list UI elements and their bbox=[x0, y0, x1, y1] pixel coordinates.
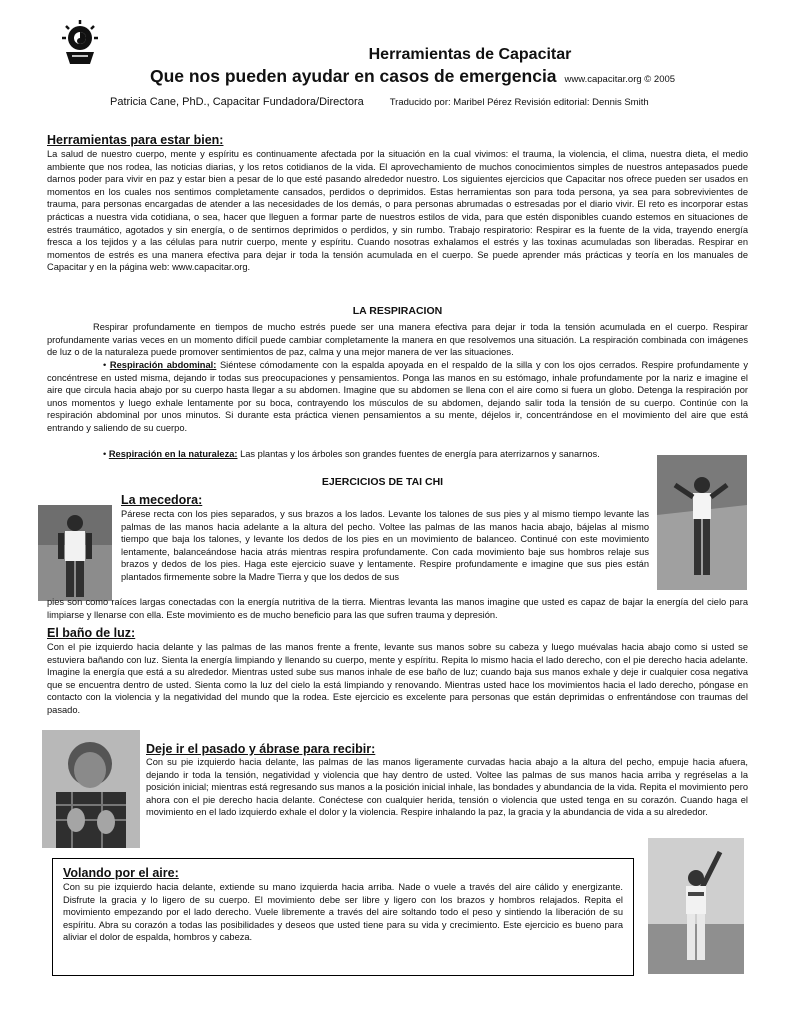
nature-breathing: • Respiración en la naturaleza: Las plantas y los árboles son grandes fuentes de energía para aterrizarnos y sanarnos. bbox=[103, 449, 600, 459]
abdominal-breathing: • Respiración abdominal: Siéntese cómodamente con la espalda apoyada en el respaldo de la silla y con los ojos cerrados. Respire profundamente y concéntrese en usted misma, dejando ir todas sus preocupaciones y pensamientos. Ponga las manos en su estómago, inhale profundamente por la nariz e imagine el aire que circula hacia abajo por su cuerpo hasta llegar a su abdomen. Imagine que su abdomen se llena con el aire como si fuera un globo. Detenga la respiración por unos momentos y luego exhale lentamente por su boca, contrayendo los músculos de su abdomen, dejando salir toda la tensión de su cuerpo. Continúe con la respiración abdominal por unos minutos. Si durante esta práctica vienen pensamientos a su mente, déjelos ir, concentrándose en el movimiento del aire que está entrando y saliendo de su cuerpo. bbox=[47, 360, 748, 433]
page-subtitle bbox=[150, 66, 675, 87]
website-copyright: www.capacitar.org © 2005 bbox=[564, 74, 676, 85]
translation-credit: Traducido por: Maribel Pérez Revisión editorial: Dennis Smith bbox=[389, 97, 649, 108]
rocking-text-a: Párese recta con los pies separados, y sus brazos a los lados. Levante los talones de sus pies y al mismo tiempo levante las palmas de las manos hacia adelante a la altura del pecho. Voltee las palmas de las manos hacia abajo, bájelas al mismo tiempo que baja los talones, y levante los dedos de los pies en un movimiento de balanceo. Continué con este movimiento lentamente, balanceándose hacia atrás mientras respira profundamente. Con cada movimiento baje sus hombros relaje sus brazos y dedos de los pies. Haga este ejercicio suave y lentamente. Respire profundamente e imagine que sus pies están plantados firmemente sobre la Madre Tierra y que los dedos de sus bbox=[121, 509, 649, 582]
wellbeing-body: La salud de nuestro cuerpo, mente y espíritu es continuamente afectada por la situación en la cual vivimos: el trauma, la violencia, el clima, nuestra dieta, el medio ambiente que nos rodea, las noticias diarias, y los retos cotidianos de la vida. El aprovechamiento de muchos conocimientos simples de nuestros antepasados puede darnos poder para vivir en paz y estar bien a pesar de lo que esté pasando alrededor nuestro. Los siguientes ejercicios que Capacitar nos ofrece pueden ser usados en momentos en los cuales nos sentimos completamente cansados, perdidos o deprimidos. Estas herramientas son para toda persona, ya sea para sobrevivientes de trauma, para personas encargadas de atender a las necesidades de los demás, o para personas abrumadas o estresadas por el diario vivir. El reto es incorporar estas prácticas a nuestra vida cotidiana, o sea, hacer que lleguen a formar parte de nuestros estilos de vida, para que estén disponibles cuando estemos en situaciones de estrés traumático, agotados y sin energía, o de sentirnos deprimidos o perdidos, y sin rumbo. Trabajo respiratorio: Respirar es la fuente de la vida, trayendo energía fresca a los tejidos y a las células para nutrir cuerpo, mente y espíritu. Cuando nosotras exhalamos el estrés y las toxinas acumuladas son liberadas. Respirar en momentos de estrés es una manera efectiva para dejar ir toda la tensión acumulada en el cuerpo. Se puede aprender más prácticas y teoría en los manuales de Capacitar y en la página web: www.capacitar.org. bbox=[47, 149, 748, 273]
page-title: Herramientas de Capacitar bbox=[368, 46, 572, 63]
author-line bbox=[110, 96, 649, 108]
photo-boy-hands bbox=[42, 730, 140, 848]
abdominal-label: Respiración abdominal: bbox=[109, 360, 217, 370]
subtitle-text: Que nos pueden ayudar en casos de emergencia bbox=[150, 66, 557, 86]
let-go-heading: Deje ir el pasado y ábrase para recibir: bbox=[146, 742, 376, 756]
photo-boy-arm-raised bbox=[648, 838, 744, 974]
let-go-text: Con su pie izquierdo hacia delante, las palmas de las manos ligeramente curvadas hacia abajo a la altura del pecho, empuje hacia afuera, dejando ir toda la tensión, negatividad y violencia que hay dentro de usted. Voltee las palmas de sus manos hacia arriba y regréselas a la posición inicial; mientras está regresando sus manos a la posición inicial inhale, las bondades y abundancia de la vida. Repita el movimiento pero ahora con el pie derecho hacia delante. Conéctese con cualquier herida, tensión o violencia que usted tenga en su corazón. Cuando haga el movimiento en el lado izquierdo exhale el dolor y la violencia. Respire inhalando la paz, la gracia y la abundancia de vida a su alrededor. bbox=[146, 757, 748, 818]
abdominal-text: Siéntese cómodamente con la espalda apoyada en el respaldo de la silla y con los ojos cerrados. Respire profundamente y concéntrese en usted misma, dejando ir todas sus preocupaciones y pensamientos. Ponga las manos en su estómago, inhale profundamente por la nariz e imagine el aire que circula hacia abajo por su cuerpo hasta llegar a su abdomen. Imagine que su abdomen se llena con el aire como si fuera un globo. Detenga la respiración por unos momentos y luego exhale lentamente por su boca, contrayendo los músculos de su abdomen, dejando salir toda la tensión de su cuerpo. Continúe con la respiración abdominal por unos minutos. Si durante esta práctica vienen pensamientos a su mente, déjelos ir, concentrándose en el movimiento del aire que está entrando y saliendo de su cuerpo. bbox=[47, 360, 748, 433]
light-bath-text: Con el pie izquierdo hacia delante y las palmas de las manos frente a frente, levante sus manos sobre su cabeza y luego muévalas hacia abajo como si usted se estuviera bañando con luz. Sienta la energía limpiando y llenando su cuerpo, mente y espíritu. Repita lo mismo hacia el lado derecho, con el pie derecho hacia adelante. Imagine la energía que está a su alrededor. Mientras usted sube sus manos inhale de ese baño de luz; cuando baja sus manos exhale y deje ir cualquier cosa negativa que se encuentra dentro de usted. Sienta como la luz del cielo la está limpiando y renovando. Mientras usted hace los movimientos hacia el lado derecho, póngase en contacto con la violencia y la negatividad del mundo que la rodea. Este ejercicio es excelente para personas que están deprimidas o enfrentándose con traumas del pasado. bbox=[47, 642, 748, 715]
photo-man-standing bbox=[38, 505, 112, 601]
nature-label: Respiración en la naturaleza: bbox=[108, 449, 238, 459]
photo-child-outdoors bbox=[657, 455, 747, 590]
flying-heading: Volando por el aire: bbox=[63, 866, 179, 880]
flying-exercise-box bbox=[52, 858, 634, 976]
wellbeing-heading: Herramientas para estar bien: bbox=[47, 133, 224, 147]
author: Patricia Cane, PhD., Capacitar Fundadora/Directora bbox=[110, 96, 364, 108]
nature-text: Las plantas y los árboles son grandes fuentes de energía para aterrizarnos y sanarnos. bbox=[240, 449, 600, 459]
taichi-heading: EJERCICIOS DE TAI CHI bbox=[321, 476, 444, 488]
light-bath-heading: El baño de luz: bbox=[47, 626, 136, 640]
breathing-heading: LA RESPIRACION bbox=[352, 305, 443, 317]
rocking-text-b: pies son como raíces largas conectadas con la energía nutritiva de la tierra. Mientras levanta las manos imagine que usted es capaz de bajar la energía del cielo para limpiarse y llenarse con ella. Este movimiento es de mucho beneficio para las que sufren trauma y depresión. bbox=[47, 597, 748, 620]
flying-text: Con su pie izquierdo hacia delante, extiende su mano izquierda hacia arriba. Nade o vuele a través del aire cálido y energizante. Disfrute la gracia y lo ligero de su cuerpo. El movimiento debe ser libre y ligero con los brazos y hombros relajados. Repita el movimiento empezando por el lado derecho. Vuele libremente a través del aire soltando todo el peso y sintiendo la liberación de su espíritu. Abra su corazón a todas las posibilidades y deseos que usted tiene para su vida y crecimiento. Este ejercicio es bueno para aliviar el dolor de espalda, hombros y cabeza. bbox=[63, 882, 623, 943]
capacitar-logo-icon bbox=[60, 18, 100, 66]
rocking-heading: La mecedora: bbox=[121, 493, 203, 507]
breathing-intro: Respirar profundamente en tiempos de mucho estrés puede ser una manera efectiva para dejar ir toda la tensión acumulada en el cuerpo. Respirar profundamente varias veces en un momento difícil puede cambiar completamente la manera en que resolvemos una situación. La respiración combinada con imágenes de luz o de la naturaleza puede promover sentimientos de paz, calma y una mejor manera de ver las situaciones. bbox=[47, 322, 748, 358]
